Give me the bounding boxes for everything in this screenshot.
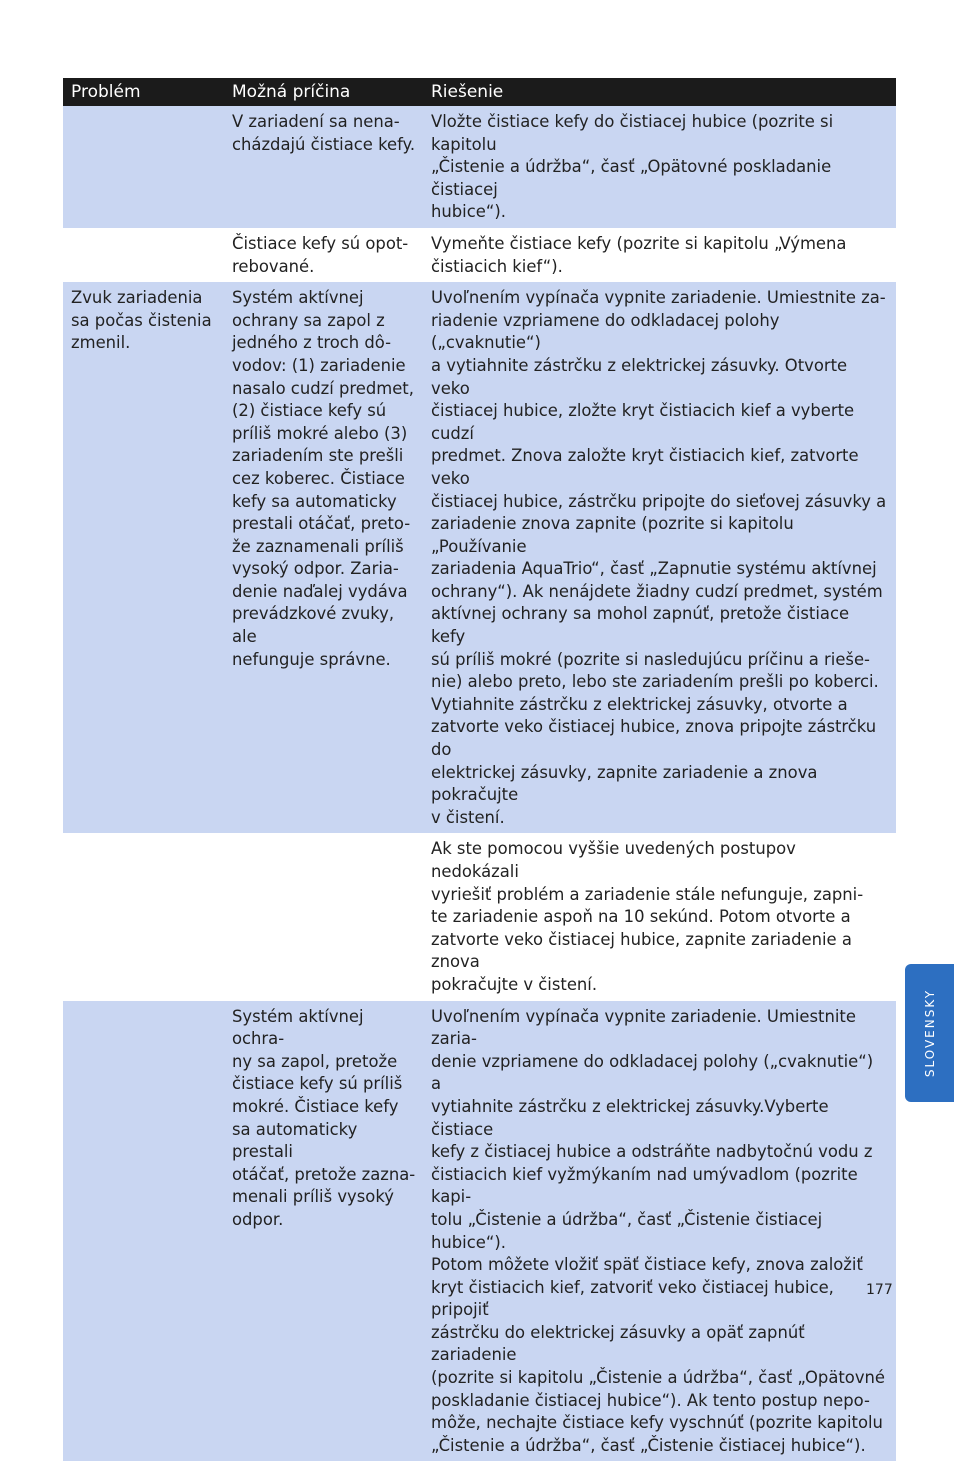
solution-cell: Ak ste pomocou vyššie uvedených postupov nedokázali vyriešiť problém a zariadenie stále nefunguje, zapni- te zariadenie aspoň na 10 sekúnd. Potom otvorte a zatvorte veko čistiacej hubice, zapnite zariadenie a znova pokračujte v čistení. [431, 839, 864, 994]
table-row [63, 228, 896, 282]
cause-cell: Systém aktívnej ochra- ny sa zapol, pretože čistiace kefy sú príliš mokré. Čistiace kefy sa automaticky prestali otáčať, pretože zazna- menali príliš vysoký odpor. [232, 1006, 416, 1229]
problem-cell [63, 1001, 223, 1461]
cause-cell: Systém aktívnej ochrany sa zapol z jedného z troch dô- vodov: (1) zariadenie nasalo cudzí predmet, (2) čistiace kefy sú príliš mokré alebo (3) zariadením ste prešli cez koberec. Čistiace kefy sa automaticky prestali otáčať, preto- že zaznamenali príliš vysoký odpor. Zaria- denie naďalej vydáva prevádzkové zvuky, ale nefunguje správne. [232, 288, 414, 669]
table-row [63, 1001, 896, 1461]
table-header [63, 78, 896, 106]
problem-cell [63, 228, 223, 282]
solution-cell: Uvoľnením vypínača vypnite zariadenie. Umiestnite zaria- denie vzpriamene do odkladacej polohy („cvaknutie“) a vytiahnite zástrčku z elektrickej zásuvky.Vyberte čistiace kefy z čistiacej hubice a odstráňte nadbytočnú vodu z čistiacich kief vyžmýkaním nad umývadlom (pozrite kapi- tolu „Čistenie a údržba“, časť „Čistenie čistiacej hubice“). Potom môžete vložiť späť čistiace kefy, znova založiť kryt čistiacich kief, zatvoriť veko čistiacej hubice, pripojiť zástrčku do elektrickej zásuvky a opäť zapnúť zariadenie (pozrite si kapitolu „Čistenie a údržba“, časť „Opätovné poskladanie čistiacej hubice“). Ak tento postup nepo- môže, nechajte čistiace kefy vyschnúť (pozrite kapitolu „Čistenie a údržba“, časť „Čistenie čistiacej hubice“). [431, 1006, 885, 1455]
problem-cell [63, 833, 223, 1000]
language-label: SLOVENSKY [922, 988, 937, 1078]
troubleshooting-table [63, 78, 896, 1461]
header-cause: Možná príčina [232, 82, 351, 102]
solution-cell: Uvoľnením vypínača vypnite zariadenie. Umiestnite za- riadenie vzpriamene do odkladacej polohy („cvaknutie“) a vytiahnite zástrčku z elektrickej zásuvky. Otvorte veko čistiacej hubice, zložte kryt čistiacich kief a vyberte cudzí predmet. Znova založte kryt čistiacich kief, zatvorte veko čistiacej hubice, zástrčku pripojte do sieťovej zásuvky a zariadenie znova zapnite (pozrite si kapitolu „Používanie zariadenia AquaTrio“, časť „Zapnutie systému aktívnej ochrany“). Ak nenájdete žiadny cudzí predmet, systém aktívnej ochrany sa mohol zapnúť, pretože čistiace kefy sú príliš mokré (pozrite si nasledujúcu príčinu a rieše- nie) alebo preto, lebo ste zariadením prešli po koberci. Vytiahnite zástrčku z elektrickej zásuvky, otvorte a zatvorte veko čistiacej hubice, znova pripojte zástrčku do elektrickej zásuvky, zapnite zariadenie a znova pokračujte v čistení. [431, 288, 887, 827]
table-row [63, 106, 896, 228]
page-number: 177 [866, 1282, 893, 1298]
table-row [63, 833, 896, 1000]
header-solution: Riešenie [431, 82, 504, 102]
cause-cell: Čistiace kefy sú opot- rebované. [232, 233, 409, 276]
cause-cell: V zariadení sa nena- cházdajú čistiace kefy. [232, 112, 416, 154]
problem-cell: Zvuk zariadenia sa počas čistenia zmenil. [71, 288, 212, 353]
problem-cell [63, 106, 223, 228]
header-problem: Problém [71, 82, 141, 102]
language-side-tab [905, 964, 954, 1102]
table-row [63, 282, 896, 833]
solution-cell: Vložte čistiace kefy do čistiacej hubice (pozrite si kapitolu „Čistenie a údržba“, časť „Opätovné poskladanie čistiacej hubice“). [431, 112, 834, 222]
solution-cell: Vymeňte čistiace kefy (pozrite si kapitolu „Výmena čistiacich kief“). [431, 233, 847, 276]
cause-cell [223, 833, 423, 1000]
